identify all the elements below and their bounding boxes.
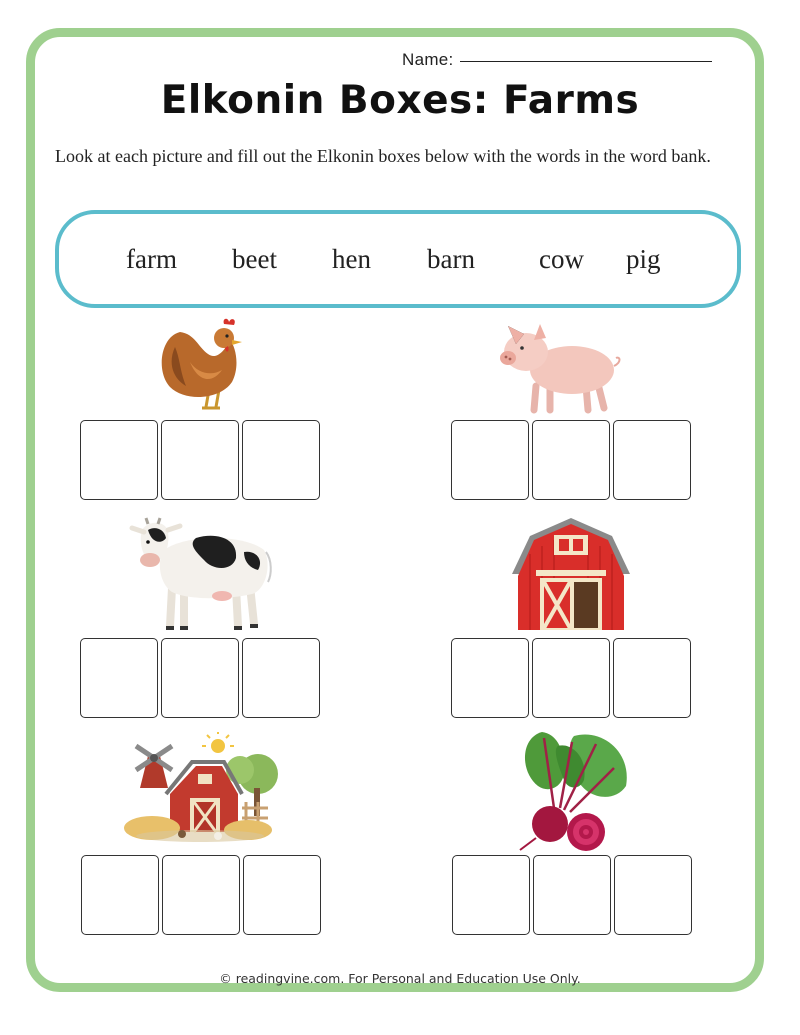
sound-box[interactable] — [242, 638, 320, 718]
word-bank-item: farm — [126, 244, 177, 274]
sound-box[interactable] — [451, 420, 529, 500]
word-bank — [55, 210, 741, 308]
pig-icon — [494, 308, 624, 416]
sound-box[interactable] — [161, 420, 239, 500]
sound-box[interactable] — [614, 855, 692, 935]
word-bank-item: barn — [427, 244, 475, 274]
sound-box[interactable] — [80, 420, 158, 500]
sound-box[interactable] — [81, 855, 159, 935]
word-bank-item: pig — [626, 244, 661, 274]
word-bank-item: beet — [232, 244, 277, 274]
page-title: Elkonin Boxes: Farms — [160, 78, 640, 123]
name-field[interactable] — [402, 50, 712, 70]
sound-box[interactable] — [533, 855, 611, 935]
name-blank-line[interactable] — [460, 61, 712, 62]
sound-box[interactable] — [451, 638, 529, 718]
barn-icon — [508, 514, 634, 632]
word-bank-item: cow — [539, 244, 584, 274]
elkonin-boxes-beet[interactable] — [452, 855, 695, 935]
sound-box[interactable] — [161, 638, 239, 718]
elkonin-boxes-farm[interactable] — [81, 855, 324, 935]
footer-copyright: © readingvine.com. For Personal and Education Use Only. — [219, 971, 581, 986]
hen-icon — [150, 312, 250, 418]
beet-icon — [514, 728, 632, 852]
sound-box[interactable] — [532, 420, 610, 500]
sound-box[interactable] — [162, 855, 240, 935]
name-label: Name: — [402, 50, 454, 69]
farm-icon — [118, 732, 282, 844]
elkonin-boxes-barn[interactable] — [451, 638, 694, 718]
sound-box[interactable] — [242, 420, 320, 500]
sound-box[interactable] — [243, 855, 321, 935]
elkonin-boxes-cow[interactable] — [80, 638, 323, 718]
cow-icon — [126, 508, 274, 632]
elkonin-boxes-pig[interactable] — [451, 420, 694, 500]
sound-box[interactable] — [613, 638, 691, 718]
sound-box[interactable] — [613, 420, 691, 500]
word-bank-item: hen — [332, 244, 371, 274]
elkonin-boxes-hen[interactable] — [80, 420, 323, 500]
sound-box[interactable] — [452, 855, 530, 935]
sound-box[interactable] — [532, 638, 610, 718]
sound-box[interactable] — [80, 638, 158, 718]
instructions-text: Look at each picture and fill out the Elkonin boxes below with the words in the word bank. — [55, 146, 711, 166]
